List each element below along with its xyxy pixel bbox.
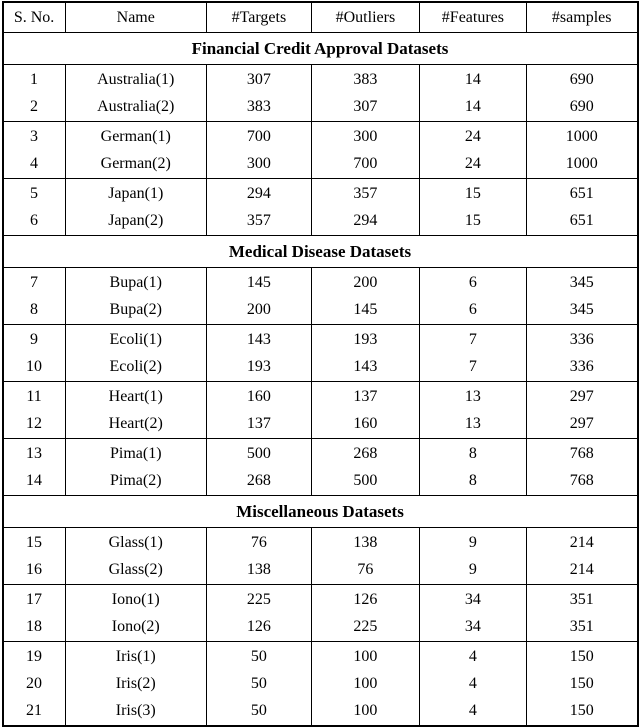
table-cell: 100 — [311, 670, 419, 697]
table-cell: 336 — [526, 325, 637, 354]
table-cell: 24 — [419, 122, 526, 151]
table-cell: 11 — [3, 382, 66, 411]
table-cell: 700 — [206, 122, 311, 151]
table-cell: 160 — [206, 382, 311, 411]
table-cell: Ecoli(2) — [65, 353, 206, 382]
table-cell: 500 — [206, 439, 311, 468]
table-cell: 12 — [3, 410, 66, 439]
table-row — [3, 467, 638, 496]
table-cell: 690 — [526, 93, 637, 122]
table-row — [3, 382, 638, 411]
table-cell: 137 — [206, 410, 311, 439]
table-cell: 6 — [3, 207, 66, 236]
table-cell: 336 — [526, 353, 637, 382]
table-cell: 200 — [311, 268, 419, 297]
section-title: Financial Credit Approval Datasets — [191, 39, 449, 58]
table-row — [3, 122, 638, 151]
table-cell: 307 — [311, 93, 419, 122]
table-row — [3, 642, 638, 671]
table-cell: 138 — [311, 528, 419, 557]
table-cell: Bupa(1) — [65, 268, 206, 297]
column-header: #Targets — [206, 2, 311, 33]
table-cell: Glass(1) — [65, 528, 206, 557]
table-cell: 383 — [311, 65, 419, 94]
table-cell: 8 — [419, 467, 526, 496]
table-row — [3, 585, 638, 614]
table-cell: 14 — [419, 65, 526, 94]
table-cell: 225 — [311, 613, 419, 642]
table-cell: 160 — [311, 410, 419, 439]
table-cell: 300 — [311, 122, 419, 151]
column-header: #samples — [526, 2, 637, 33]
table-cell: 50 — [206, 697, 311, 726]
table-cell: 3 — [3, 122, 66, 151]
table-cell: Iris(2) — [65, 670, 206, 697]
table-cell: 351 — [526, 585, 637, 614]
table-cell: 7 — [419, 353, 526, 382]
table-row — [3, 528, 638, 557]
table-cell: 651 — [526, 179, 637, 208]
table-row — [3, 410, 638, 439]
table-cell: 145 — [311, 296, 419, 325]
table-cell: 14 — [419, 93, 526, 122]
table-cell: 100 — [311, 697, 419, 726]
table-cell: Japan(1) — [65, 179, 206, 208]
table-cell: Japan(2) — [65, 207, 206, 236]
table-cell: Australia(1) — [65, 65, 206, 94]
table-body — [3, 33, 638, 727]
table-cell: 651 — [526, 207, 637, 236]
table-cell: 383 — [206, 93, 311, 122]
table-cell: 214 — [526, 528, 637, 557]
table-cell: 18 — [3, 613, 66, 642]
table-cell: 100 — [311, 642, 419, 671]
table-cell: Glass(2) — [65, 556, 206, 585]
table-cell: 1000 — [526, 122, 637, 151]
table-cell: 7 — [419, 325, 526, 354]
table-cell: 5 — [3, 179, 66, 208]
table-cell: 268 — [206, 467, 311, 496]
table-cell: 143 — [206, 325, 311, 354]
table-cell: German(2) — [65, 150, 206, 179]
table-cell: 297 — [526, 382, 637, 411]
table-row — [3, 179, 638, 208]
table-cell: Pima(1) — [65, 439, 206, 468]
table-cell: 50 — [206, 670, 311, 697]
header-row — [3, 2, 638, 33]
table-cell: 20 — [3, 670, 66, 697]
table-cell: 10 — [3, 353, 66, 382]
table-cell: Heart(1) — [65, 382, 206, 411]
table-cell: Pima(2) — [65, 467, 206, 496]
table-cell: 76 — [311, 556, 419, 585]
table-cell: German(1) — [65, 122, 206, 151]
table-cell: Iris(1) — [65, 642, 206, 671]
table-row — [3, 439, 638, 468]
table-row — [3, 296, 638, 325]
table-cell: 768 — [526, 467, 637, 496]
datasets-table — [2, 1, 639, 727]
table-header — [3, 2, 638, 33]
table-cell: 9 — [419, 528, 526, 557]
table-cell: 8 — [419, 439, 526, 468]
table-row — [3, 65, 638, 94]
table-cell: 8 — [3, 296, 66, 325]
table-cell: 13 — [3, 439, 66, 468]
table-cell: 4 — [419, 670, 526, 697]
table-cell: 700 — [311, 150, 419, 179]
table-cell: Ecoli(1) — [65, 325, 206, 354]
table-cell: 126 — [206, 613, 311, 642]
section-header-row — [3, 33, 638, 65]
table-cell: 13 — [419, 382, 526, 411]
table-cell: 137 — [311, 382, 419, 411]
table-cell: 200 — [206, 296, 311, 325]
table-cell: 4 — [419, 697, 526, 726]
table-cell: 150 — [526, 670, 637, 697]
column-header: Name — [65, 2, 206, 33]
table-cell: 9 — [3, 325, 66, 354]
table-cell: Iono(1) — [65, 585, 206, 614]
table-cell: 357 — [311, 179, 419, 208]
table-cell: 15 — [419, 179, 526, 208]
table-row — [3, 93, 638, 122]
table-cell: 17 — [3, 585, 66, 614]
table-cell: 1 — [3, 65, 66, 94]
table-cell: 6 — [419, 268, 526, 297]
table-cell: 50 — [206, 642, 311, 671]
table-cell: 150 — [526, 642, 637, 671]
table-cell: 15 — [419, 207, 526, 236]
table-cell: 150 — [526, 697, 637, 726]
section-header-row — [3, 236, 638, 268]
table-cell: 294 — [206, 179, 311, 208]
table-cell: 297 — [526, 410, 637, 439]
table-cell: 2 — [3, 93, 66, 122]
table-cell: 690 — [526, 65, 637, 94]
table-cell: 300 — [206, 150, 311, 179]
table-row — [3, 325, 638, 354]
table-cell: Heart(2) — [65, 410, 206, 439]
table-row — [3, 150, 638, 179]
table-row — [3, 353, 638, 382]
table-row — [3, 613, 638, 642]
table-row — [3, 697, 638, 726]
table-cell: 345 — [526, 296, 637, 325]
table-row — [3, 268, 638, 297]
table-cell: 6 — [419, 296, 526, 325]
table-cell: 19 — [3, 642, 66, 671]
table-cell: 24 — [419, 150, 526, 179]
table-cell: Bupa(2) — [65, 296, 206, 325]
section-title: Medical Disease Datasets — [228, 242, 412, 261]
table-cell: Iono(2) — [65, 613, 206, 642]
table-cell: 76 — [206, 528, 311, 557]
section-title: Miscellaneous Datasets — [236, 502, 404, 521]
table-cell: 21 — [3, 697, 66, 726]
table-row — [3, 670, 638, 697]
table-cell: 307 — [206, 65, 311, 94]
table-cell: 143 — [311, 353, 419, 382]
table-cell: 4 — [419, 642, 526, 671]
table-cell: 345 — [526, 268, 637, 297]
table-cell: 15 — [3, 528, 66, 557]
table-row — [3, 556, 638, 585]
table-cell: 7 — [3, 268, 66, 297]
column-header: #Features — [419, 2, 526, 33]
table-cell: Iris(3) — [65, 697, 206, 726]
column-header: S. No. — [3, 2, 66, 33]
table-cell: 34 — [419, 585, 526, 614]
table-cell: 357 — [206, 207, 311, 236]
table-cell: 225 — [206, 585, 311, 614]
table-cell: 138 — [206, 556, 311, 585]
table-cell: 768 — [526, 439, 637, 468]
table-cell: Australia(2) — [65, 93, 206, 122]
table-cell: 16 — [3, 556, 66, 585]
table-cell: 34 — [419, 613, 526, 642]
table-cell: 4 — [3, 150, 66, 179]
table-cell: 214 — [526, 556, 637, 585]
table-cell: 13 — [419, 410, 526, 439]
table-cell: 500 — [311, 467, 419, 496]
table-cell: 193 — [206, 353, 311, 382]
section-header-row — [3, 496, 638, 528]
table-cell: 14 — [3, 467, 66, 496]
table-cell: 145 — [206, 268, 311, 297]
table-cell: 126 — [311, 585, 419, 614]
table-cell: 9 — [419, 556, 526, 585]
table-row — [3, 207, 638, 236]
table-cell: 351 — [526, 613, 637, 642]
table-cell: 1000 — [526, 150, 637, 179]
table-cell: 294 — [311, 207, 419, 236]
column-header: #Outliers — [311, 2, 419, 33]
table-cell: 268 — [311, 439, 419, 468]
table-cell: 193 — [311, 325, 419, 354]
